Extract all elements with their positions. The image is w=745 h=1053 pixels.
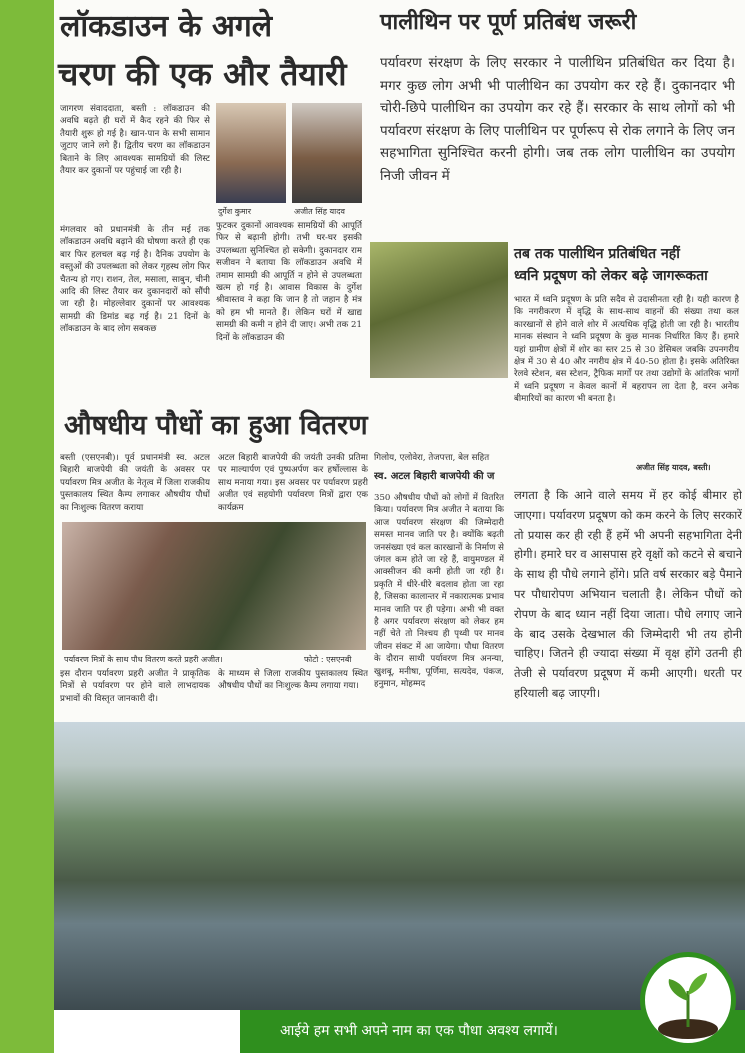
clip4-bottom-col2: के माध्यम से जिला राजकीय पुस्तकालय स्थित औषधीय पौधों का निःशुल्क कैम्प लगाया गया। bbox=[218, 669, 368, 692]
river-cleaning-photo bbox=[54, 722, 745, 1010]
sapling-icon bbox=[645, 957, 731, 1043]
clip4-subhead: स्व. अटल बिहारी बाजपेयी की ज bbox=[374, 471, 495, 482]
portrait-caption-right: अजीत सिंह यादव bbox=[294, 207, 345, 216]
plant-badge bbox=[640, 952, 736, 1048]
clip-polythene bbox=[366, 0, 745, 245]
clip3-headline: ध्वनि प्रदूषण को लेकर बढ़े जागरूकता bbox=[514, 268, 708, 284]
portrait-photo-left bbox=[216, 103, 286, 203]
group-photo-caption: पर्यावरण मित्रों के साथ पौध वितरण करते प्रहरी अजीत। bbox=[64, 655, 223, 664]
left-green-bar bbox=[0, 0, 54, 1053]
clip3-byline: अजीत सिंह यादव, बस्ती। bbox=[636, 463, 711, 472]
clip4-col3: गिलोय, एलोवेरा, तेजपत्ता, बेल सहित bbox=[374, 453, 490, 463]
portrait-caption-left: दुर्गेश कुमार bbox=[218, 207, 252, 216]
clip5-body: लगता है कि आने वाले समय में हर कोई बीमार हो जाएगा। पर्यावरण प्रदूषण को कम करने के लिए सरकारें तो प्रयास कर ही रही हैं हमें भी अपनी सहभागिता देनी होगी। हमारे घर व आसपास हरे वृक्षों को कटने से बचाने के साथ ही पौधे लगाने होंगे। प्रति वर्ष सरकार बड़े पैमाने पर पौधारोपण अभियान चलाती है। लेकिन पौधों को रोपण के बाद ध्यान नहीं दिया जाता। पौधे लगाए जाने के बाद उसके देखभाल की जिम्मेदारी भी तय होनी चाहिए। जितने ही ज्यादा संख्या में वृक्ष होंगे उतनी ही तेजी से पर्यावरण प्रदूषण में कमी आएगी। धरती पर हरियाली बढ़ जाएगी। bbox=[514, 488, 742, 700]
clip1-headline-line2: चरण की एक और तैयारी bbox=[58, 55, 347, 93]
clip2-tail-text: तब तक पालीथिन प्रतिबंधित नहीं bbox=[514, 246, 680, 262]
person-with-plant-photo bbox=[370, 242, 508, 378]
portrait-photo-right bbox=[292, 103, 362, 203]
clip4-col1: बस्ती (एसएनबी)। पूर्व प्रधानमंत्री स्व. अटल बिहारी बाजपेयी की जयंती के अवसर पर पर्यावरण मित्र अजीत के नेतृत्व में जिला राजकीय पुस्तकालय स्थित कैम्प लगाकर औषधीय पौधों का निःशुल्क वितरण कराया bbox=[60, 453, 210, 513]
clip1-col1-para1: जागरण संवाददाता, बस्ती : लॉकडाउन की अवधि बढ़ते ही घरों में कैद रहने की फिर से तैयारी शुरू हो गई है। खान-पान के सभी सामान जुटाए जाने लगे हैं। द्वितीय चरण का लॉकडाउन बिताने के लिए आवश्यक सामग्रियों की लिस्ट तैयार कर दुकानों पर पहुंचाई जा रही है। bbox=[60, 104, 210, 177]
group-distribution-photo bbox=[62, 522, 366, 650]
clip-lockdown bbox=[54, 0, 366, 400]
clip4-headline: औषधीय पौधों का हुआ वितरण bbox=[64, 410, 368, 441]
clip4-bottom-col1: इस दौरान पर्यावरण प्रहरी अजीत ने प्राकृतिक मित्रों से पर्यावरण पर होने वाले लाभदायक प्रभावों की विस्तृत जानकारी दी। bbox=[60, 669, 210, 704]
clip2-body: पर्यावरण संरक्षण के लिए सरकार ने पालीथिन प्रतिबंधित कर दिया है। मगर कुछ लोग अभी भी पालीथिन का उपयोग कर रहे हैं। दुकानदार भी चोरी-छिपे पालीथिन का उपयोग कर रहे हैं। सरकार के साथ लोगों को भी पर्यावरण संरक्षण के लिए पालीथिन पर पूर्णरूप से रोक लगाने के लिए जन सहभागिता सुनिश्चित करनी होगी। जब तक लोग पालीथिन का उपयोग निजी जीवन में bbox=[380, 55, 735, 184]
clip1-col2-para: फुटकर दुकानों आवश्यक सामग्रियों की आपूर्ति फिर से बढ़ानी होगी। तभी घर-घर इसकी उपलब्धता सुनिश्चित हो सकेगी। दुकानदार राम सजीवन ने बताया कि लॉकडाउन अवधि में तमाम सामग्री की आपूर्ति न होने से उपलब्धता खत्म हो गई है। आवास विकास के दुर्गेश श्रीवास्तव ने कहा कि जान है तो जहान है मंत्र को हम भी मानते हैं। लेकिन घरों में खाद्य सामग्री की कमी न होने दी जाए। अभी तक 21 दिनों के लॉकडाउन की bbox=[216, 221, 362, 343]
clip1-col1-para2: मंगलवार को प्रधानमंत्री के तीन मई तक लॉकडाउन अवधि बढ़ाने की घोषणा करते ही एक बार फिर हलचल बढ़ गई है। दैनिक उपयोग के वस्तुओं की उपलब्धता को लेकर गृहस्थ लोग फिर चैतन्य हो गए। राशन, तेल, मसाला, साबुन, चीनी आदि की लिस्ट तैयार कर दुकानदारों को सौंपी जा रही है। मोहल्लेवार दुकानों पर आवश्यक सामग्री की डिमांड बढ़ गई है। 21 दिनों के लॉकडाउन के बाद लोग सबकछ bbox=[60, 225, 210, 335]
clip4-col2: अटल बिहारी बाजपेयी की जयंती उनकी प्रतिमा पर माल्यार्पण एवं पुष्पअर्पण कर हर्षोल्लास के साथ मनाया गया। इस अवसर पर पर्यावरण प्रहरी अजीत एवं सहयोगी पर्यावरण मित्रों द्वारा एक कार्यक्रम bbox=[218, 453, 368, 513]
group-photo-credit: फोटो : एसएनबी bbox=[304, 655, 352, 664]
clip-plant-distribution bbox=[54, 400, 508, 722]
clip-pollution-article bbox=[508, 478, 745, 748]
clip1-headline-line1: लॉकडाउन के अगले bbox=[60, 9, 273, 44]
footer-slogan: आईये हम सभी अपने नाम का एक पौधा अवश्य लगायें। bbox=[280, 1023, 558, 1039]
clip3-body: भारत में ध्वनि प्रदूषण के प्रति सदैव से उदासीनता रही है। यही कारण है कि नगरीकरण में वृद्धि के साथ-साथ वाहनों की संख्या तथा कल कारखानों से होने वाले शोर में अत्यधिक वृद्धि होती जा रही है। भारतीय मानक संस्थान ने ध्वनि प्रदूषण के कुछ मानक निर्धारित किए हैं। हमारे यहां ग्रामीण क्षेत्रों में शोर का स्तर 25 से 30 डेसिबल जबकि उपनगरीय क्षेत्र में 30 से 40 और नगरीय क्षेत्र में 40-50 होता है। इसके अतिरिक्त रेलवे स्टेशन, बस स्टेशन, ट्रैफिक मार्गों पर तथा उद्योगों के आंतरिक भागों में ध्वनि प्रदूषण न केवल कानों में बहरापन ला देता है, वरन अनेक बीमारियों का कारण भी बनता है। bbox=[514, 295, 739, 405]
clip2-headline: पालीथिन पर पूर्ण प्रतिबंध जरूरी bbox=[380, 10, 637, 35]
clip4-col3b: 350 औषधीय पौधों को लोगों में वितरित किया। पर्यावरण मित्र अजीत ने बताया कि आज पर्यावरण संरक्षण की जिम्मेदारी समस्त मानव जाति पर है। क्योंकि बढ़ती जनसंख्या एवं कल कारखानों के निर्माण से जंगल कम होते जा रहे हैं, वायुमण्डल में आक्सीजन की कमी होती जा रही है। प्रकृति में धीरे-धीरे बदलाव होता जा रहा है, जिसका कालान्तर में नकारात्मक प्रभाव मानव जाति पर ही पड़ेगा। अभी भी वक्त है अगर पर्यावरण संरक्षण को लेकर हम नहीं चेते तो निश्चय ही पृथ्वी पर मानव जीवन संकट में आ जायेगा। पौधा वितरण के दौरान साथी पर्यावरण मित्र अनन्या, खुशबू, मनीषा, पूर्णिमा, सत्यदेव, पंकज, हनुमान, मोहम्मद bbox=[374, 493, 504, 690]
